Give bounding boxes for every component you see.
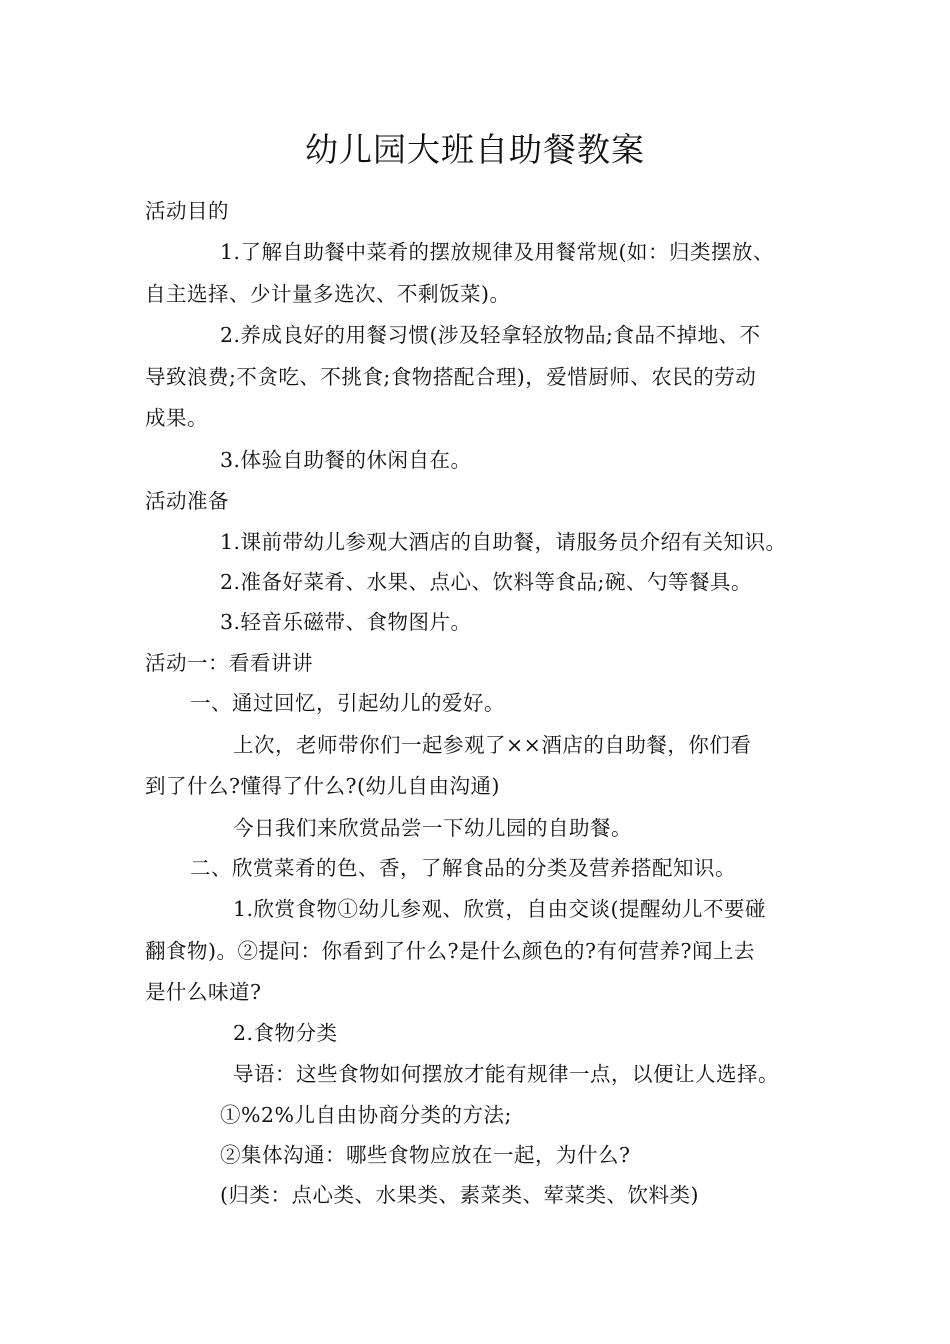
text-line: (归类：点心类、水果类、素菜类、荤菜类、饮料类) — [220, 1183, 699, 1207]
text-line: 1.欣赏食物①幼儿参观、欣赏，自由交谈(提醒幼儿不要碰 — [233, 897, 767, 921]
text-line: 1.了解自助餐中菜肴的摆放规律及用餐常规(如：归类摆放、 — [220, 240, 775, 264]
section-heading-preparation: 活动准备 — [145, 489, 229, 513]
text-line: 二、欣赏菜肴的色、香，了解食品的分类及营养搭配知识。 — [190, 856, 736, 880]
text-line: 2.食物分类 — [233, 1021, 338, 1045]
text-line: 翻食物)。②提问：你看到了什么?是什么颜色的?有何营养?闻上去 — [145, 939, 755, 963]
text-line: 一、通过回忆，引起幼儿的爱好。 — [190, 691, 505, 715]
text-line: ②集体沟通：哪些食物应放在一起，为什么? — [220, 1143, 631, 1167]
text-line: 今日我们来欣赏品尝一下幼儿园的自助餐。 — [233, 816, 632, 840]
text-line: 自主选择、少计量多选次、不剩饭菜)。 — [145, 282, 511, 306]
text-line: 成果。 — [145, 406, 208, 430]
section-heading-objectives: 活动目的 — [145, 199, 229, 223]
text-line: 3.体验自助餐的休闲自在。 — [220, 448, 472, 472]
text-line: 1.课前带幼儿参观大酒店的自助餐，请服务员介绍有关知识。 — [220, 530, 787, 554]
text-line: 导致浪费;不贪吃、不挑食;食物搭配合理)，爱惜厨师、农民的劳动 — [145, 365, 757, 389]
section-heading-activity-one: 活动一：看看讲讲 — [145, 651, 313, 675]
text-line: ①%2%儿自由协商分类的方法; — [220, 1103, 512, 1127]
text-line: 到了什么?懂得了什么?(幼儿自由沟通) — [145, 774, 500, 798]
text-line: 上次，老师带你们一起参观了××酒店的自助餐，你们看 — [233, 733, 752, 757]
text-line: 导语：这些食物如何摆放才能有规律一点，以便让人选择。 — [233, 1062, 779, 1086]
text-line: 2.养成良好的用餐习惯(涉及轻拿轻放物品;食品不掉地、不 — [220, 323, 761, 347]
text-line: 2.准备好菜肴、水果、点心、饮料等食品;碗、勺等餐具。 — [220, 570, 752, 594]
page-title: 幼儿园大班自助餐教案 — [305, 130, 645, 169]
text-line: 3.轻音乐磁带、食物图片。 — [220, 610, 472, 634]
text-line: 是什么味道? — [145, 980, 262, 1004]
